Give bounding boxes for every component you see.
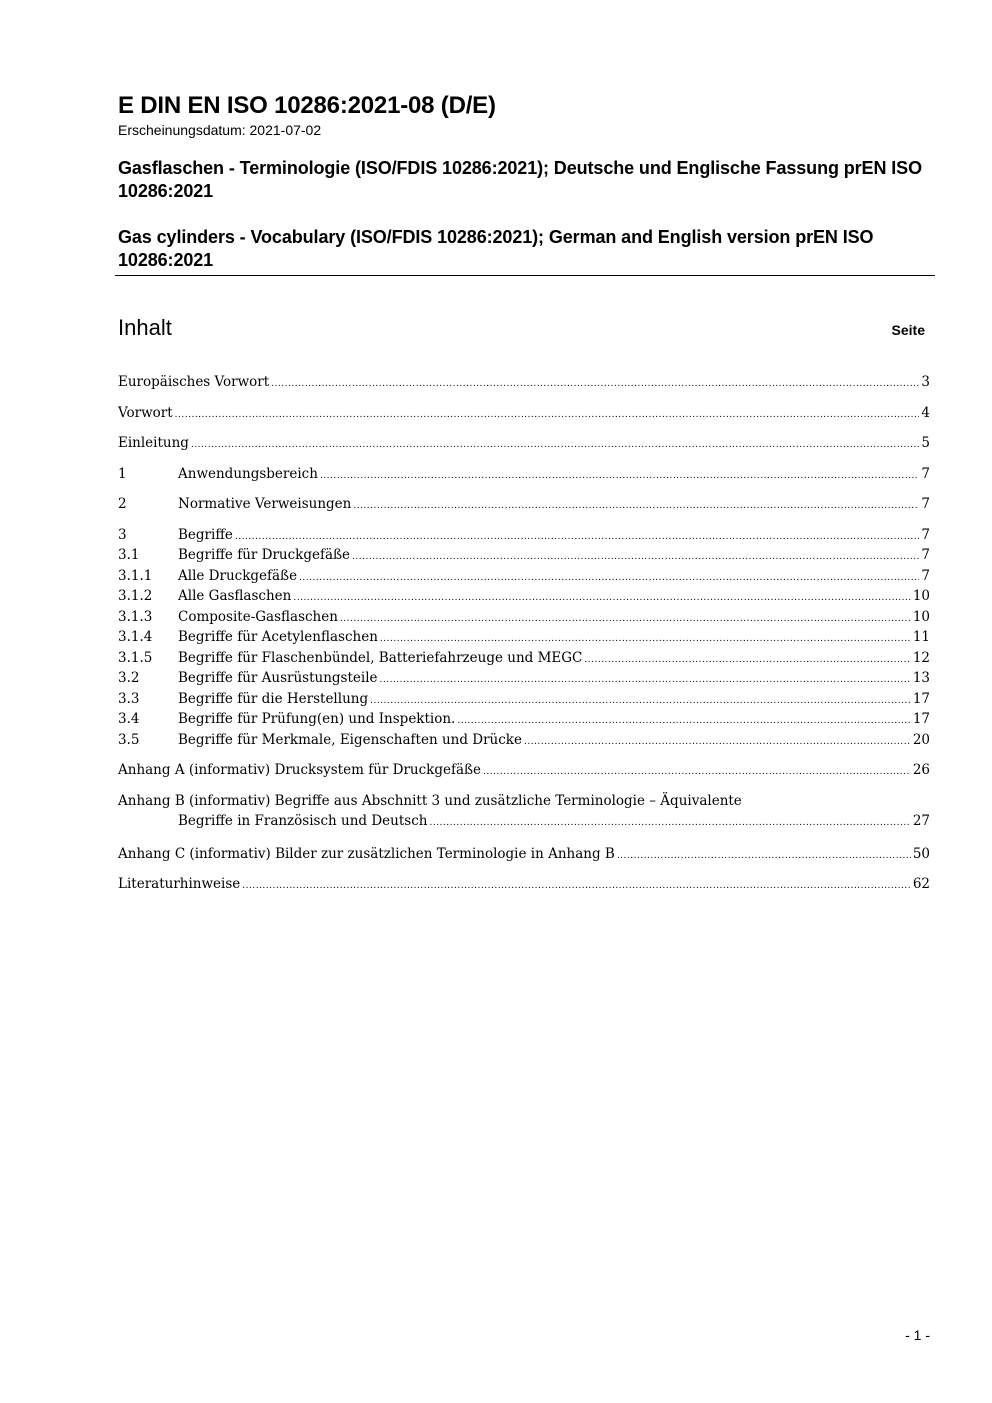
table-of-contents <box>118 372 930 895</box>
toc-dot-leader <box>457 711 910 732</box>
toc-entry-3-1-5[interactable] <box>118 648 930 669</box>
toc-entry-3-1-4[interactable] <box>118 627 930 648</box>
toc-entry-number: 3.1.4 <box>118 629 153 645</box>
toc-entry-number: 3.2 <box>118 670 140 686</box>
title-german: Gasflaschen - Terminologie (ISO/FDIS 10286:2021); Deutsche und Englische Fassung prEN ISO 10286:2021 <box>118 158 922 201</box>
toc-entry-number: 2 <box>118 496 127 512</box>
toc-entry-text: Begriffe für Flaschenbündel, Batteriefahrzeuge und MEGC <box>178 649 583 666</box>
toc-heading: Inhalt <box>118 315 172 340</box>
toc-entry-text: Einleitung <box>118 435 189 451</box>
toc-entry-annex-a[interactable] <box>118 760 930 781</box>
toc-entry-text-continued: Begriffe in Französisch und Deutsch <box>178 813 428 829</box>
toc-entry-annex-b[interactable] <box>118 791 930 834</box>
toc-entry-page: 62 <box>912 876 930 892</box>
toc-entry-3-1-2[interactable] <box>118 586 930 607</box>
toc-entry-text: Begriffe für Merkmale, Eigenschaften und Drücke <box>178 731 522 748</box>
toc-dot-leader <box>340 609 911 630</box>
toc-entry-text: Alle Druckgefäße <box>178 567 298 584</box>
toc-entry-3-3[interactable] <box>118 689 930 710</box>
toc-dot-leader <box>293 588 910 609</box>
toc-entry-number: 3.5 <box>118 731 140 748</box>
toc-entry-page: 50 <box>912 845 930 862</box>
toc-dot-leader <box>271 374 919 395</box>
toc-entry-page: 11 <box>912 629 930 645</box>
toc-entry-text: Anhang C (informativ) Bilder zur zusätzlichen Terminologie in Anhang B <box>118 845 615 862</box>
toc-entry-text: Anhang A (informativ) Drucksystem für Druckgefäße <box>118 762 482 778</box>
toc-entry-foreword[interactable] <box>118 403 930 424</box>
toc-dot-leader <box>191 435 919 456</box>
toc-entry-3-1-1[interactable] <box>118 566 930 587</box>
toc-entry-text: Begriffe <box>178 526 233 543</box>
toc-entry-continuation <box>118 811 930 834</box>
toc-entry-text: Literaturhinweise <box>118 876 241 892</box>
toc-entry-text: Anhang B (informativ) Begriffe aus Abschnitt 3 und zusätzliche Terminologie – Äquivalente <box>118 792 742 809</box>
toc-dot-leader <box>352 547 919 568</box>
toc-entry-text: Begriffe für Ausrüstungsteile <box>178 670 378 686</box>
toc-dot-leader <box>370 691 911 712</box>
toc-entry-page: 7 <box>921 547 930 563</box>
toc-dot-leader <box>584 650 910 671</box>
toc-dot-leader <box>235 527 920 548</box>
toc-dot-leader <box>320 466 919 487</box>
toc-entry-page: 5 <box>921 435 930 451</box>
title-english: Gas cylinders - Vocabulary (ISO/FDIS 10286:2021); German and English version prEN ISO 10286:2021 <box>118 227 874 270</box>
toc-entry-page: 7 <box>921 567 930 584</box>
header-divider <box>115 275 935 276</box>
toc-entry-text: Begriffe für Druckgefäße <box>178 547 351 563</box>
toc-entry-page: 7 <box>921 465 930 482</box>
toc-dot-leader <box>380 670 911 691</box>
toc-entry-normative-references[interactable] <box>118 494 930 515</box>
toc-entry-text: Begriffe für die Herstellung <box>178 690 369 707</box>
toc-entry-3-1[interactable] <box>118 545 930 566</box>
toc-entry-text: Normative Verweisungen <box>178 496 352 512</box>
toc-page-column-heading: Seite <box>891 322 925 338</box>
toc-entry-page: 26 <box>912 762 930 778</box>
publication-date: Erscheinungsdatum: 2021-07-02 <box>118 122 322 138</box>
toc-entry-annex-c[interactable] <box>118 844 930 865</box>
toc-entry-page: 7 <box>921 526 930 543</box>
toc-entry-number: 3.1.2 <box>118 588 153 604</box>
toc-entry-number: 3.4 <box>118 711 140 727</box>
toc-entry-introduction[interactable] <box>118 433 930 454</box>
toc-entry-scope[interactable] <box>118 464 930 485</box>
toc-dot-leader <box>380 629 911 650</box>
toc-entry-number: 3.1.5 <box>118 649 153 666</box>
toc-entry-page: 20 <box>912 731 930 748</box>
toc-dot-leader <box>429 813 910 834</box>
toc-dot-leader <box>242 876 911 897</box>
document-header <box>118 92 933 272</box>
toc-entry-page: 13 <box>912 670 930 686</box>
toc-entry-text: Europäisches Vorwort <box>118 374 270 390</box>
toc-entry-number: 3.3 <box>118 690 140 707</box>
toc-dot-leader <box>299 568 919 589</box>
toc-entry-page: 27 <box>912 813 930 829</box>
toc-entry-page: 17 <box>912 690 930 707</box>
toc-entry-terms[interactable] <box>118 525 930 546</box>
toc-entry-number: 3.1.1 <box>118 567 153 584</box>
toc-entry-number: 3.1 <box>118 547 140 563</box>
toc-entry-text: Alle Gasflaschen <box>178 588 292 604</box>
toc-entry-text: Begriffe für Acetylenflaschen <box>178 629 378 645</box>
toc-entry-text: Anwendungsbereich <box>178 465 318 482</box>
toc-entry-text: Vorwort <box>118 404 173 421</box>
toc-entry-number: 3.1.3 <box>118 608 153 625</box>
toc-entry-3-4[interactable] <box>118 709 930 730</box>
toc-dot-leader <box>353 496 919 517</box>
toc-entry-3-1-3[interactable] <box>118 607 930 628</box>
page-number: - 1 - <box>905 1327 930 1343</box>
toc-entry-page: 10 <box>912 608 930 625</box>
toc-entry-text: Begriffe für Prüfung(en) und Inspektion. <box>178 711 456 727</box>
toc-dot-leader <box>483 762 911 783</box>
toc-entry-page: 7 <box>921 496 930 512</box>
toc-entry-page: 17 <box>912 711 930 727</box>
toc-entry-page: 4 <box>921 404 930 421</box>
toc-entry-number: 1 <box>118 465 127 482</box>
document-title: E DIN EN ISO 10286:2021-08 (D/E) <box>118 92 496 119</box>
toc-entry-text: Composite-Gasflaschen <box>178 608 338 625</box>
toc-entry-number: 3 <box>118 526 127 543</box>
toc-entry-3-2[interactable] <box>118 668 930 689</box>
toc-dot-leader <box>175 405 920 426</box>
toc-dot-leader <box>524 732 911 753</box>
toc-entry-page: 10 <box>912 588 930 604</box>
toc-dot-leader <box>617 846 911 867</box>
toc-entry-page: 3 <box>921 374 930 390</box>
toc-entry-3-5[interactable] <box>118 730 930 751</box>
toc-entry-bibliography[interactable] <box>118 874 930 895</box>
toc-entry-page: 12 <box>912 649 930 666</box>
toc-entry-european-foreword[interactable] <box>118 372 930 393</box>
